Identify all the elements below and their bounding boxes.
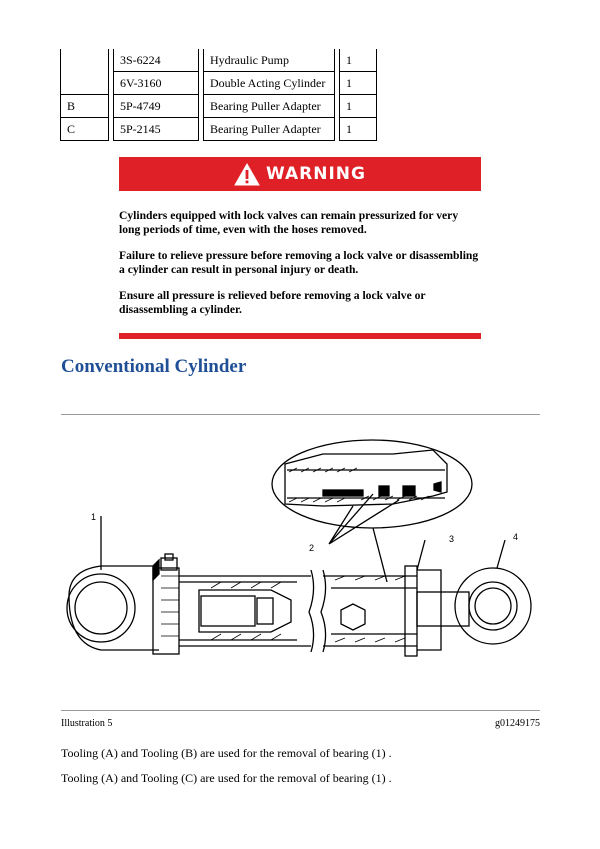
callout-3: 3 [449, 534, 455, 544]
table-cell-part: 5P-4749 [114, 95, 199, 118]
table-cell-description: Hydraulic Pump [204, 49, 335, 72]
illustration-code: g01249175 [495, 718, 540, 729]
callout-2: 2 [309, 543, 315, 553]
table-cell-group: B [61, 95, 109, 118]
table-cell-group [61, 72, 109, 95]
table-cell-description: Double Acting Cylinder [204, 72, 335, 95]
callout-4: 4 [513, 532, 519, 542]
table-cell-qty: 1 [340, 72, 377, 95]
warning-bottom-bar [119, 333, 481, 339]
table-row [61, 95, 377, 118]
divider [61, 414, 540, 415]
table-cell-qty: 1 [340, 95, 377, 118]
warning-triangle-icon [234, 163, 260, 186]
warning-paragraph: Ensure all pressure is relieved before removing a lock valve or disassembling a cylinder. [119, 289, 426, 316]
table-cell-part: 5P-2145 [114, 118, 199, 141]
table-cell-qty: 1 [340, 118, 377, 141]
table-row [61, 118, 377, 141]
cylinder-illustration [61, 420, 540, 705]
warning-paragraph: Cylinders equipped with lock valves can remain pressurized for very long periods of time, even with the hoses removed. [119, 209, 459, 236]
table-cell-qty: 1 [340, 49, 377, 72]
table-cell-description: Bearing Puller Adapter [204, 118, 335, 141]
body-paragraph: Tooling (A) and Tooling (B) are used for the removal of bearing (1) . [61, 746, 392, 760]
table-cell-part: 6V-3160 [114, 72, 199, 95]
divider [61, 710, 540, 711]
warning-label: WARNING [266, 164, 366, 184]
table-cell-part: 3S-6224 [114, 49, 199, 72]
tooling-table [60, 49, 377, 141]
warning-paragraph: Failure to relieve pressure before removing a lock valve or disassembling a cylinder can result in personal injury or death. [119, 249, 479, 276]
warning-body [119, 209, 481, 330]
section-title: Conventional Cylinder [61, 356, 247, 377]
table-cell-description: Bearing Puller Adapter [204, 95, 335, 118]
table-cell-group: C [61, 118, 109, 141]
table-row [61, 49, 377, 72]
illustration-caption: Illustration 5 [61, 718, 113, 729]
table-cell-group [61, 49, 109, 72]
callout-1: 1 [91, 512, 97, 522]
table-row [61, 72, 377, 95]
body-paragraph: Tooling (A) and Tooling (C) are used for the removal of bearing (1) . [61, 771, 392, 785]
warning-banner [119, 157, 481, 191]
